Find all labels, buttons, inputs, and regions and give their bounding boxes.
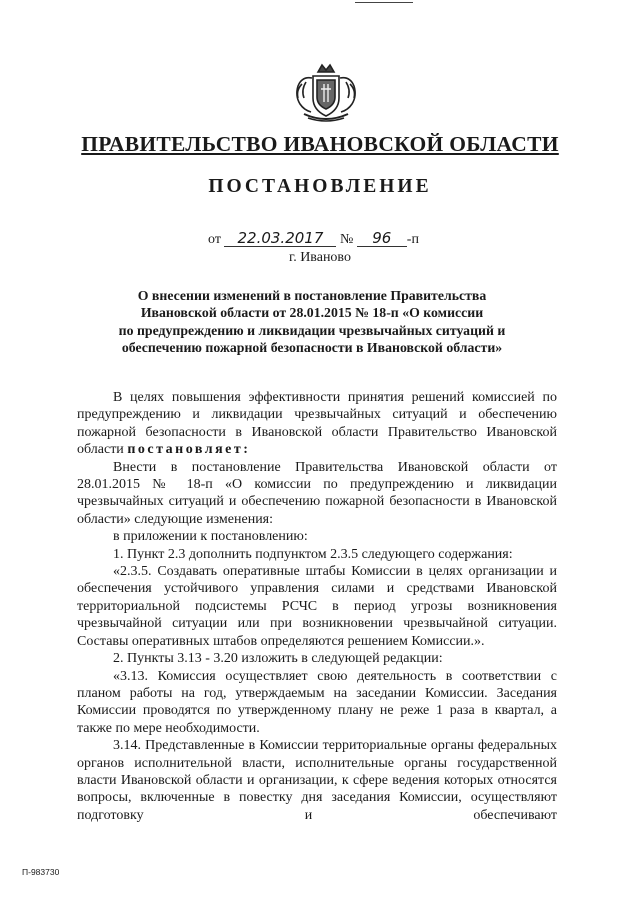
number-sign: №	[339, 232, 354, 247]
document-type: ПОСТАНОВЛЕНИЕ	[208, 176, 432, 197]
title-line: по предупреждению и ликвидации чрезвычайных ситуаций и	[118, 322, 506, 338]
paragraph-3-13: «3.13. Комиссия осуществляет свою деятельность в соответствии с планом работы на год, утверждаемым на заседании Комиссии. Заседания Комиссии проводятся по утвержденному плану не реже 1 раза в квартал, а также по мере необходимости.	[77, 668, 557, 736]
date-number-line	[208, 230, 419, 248]
paragraph-preamble	[77, 389, 557, 459]
number-value: 96	[357, 230, 407, 247]
footer-code: П-983730	[22, 867, 60, 877]
decree-word: постановляет:	[127, 442, 251, 458]
number-suffix: -п	[406, 232, 419, 247]
title-line: Ивановской области от 28.01.2015 № 18-п «О комиссии	[140, 305, 484, 321]
paragraph-item-2: 2. Пункты 3.13 - 3.20 изложить в следующей редакции:	[113, 651, 443, 667]
title-line: О внесении изменений в постановление Правительства	[137, 288, 487, 303]
paragraph-3-14: 3.14. Представленные в Комиссии территориальные органы федеральных органов исполнительной власти, исполнительные органы государственной власти Ивановской области и организации, к сфере ведения которых относятся вопросы, включенные в повестку дня заседания Комиссии, осуществляют подготовку и обеспечивают	[77, 738, 557, 823]
preamble-text: В целях повышения эффективности принятия решений комиссией по предупреждению и ликвидации чрезвычайных ситуаций и обеспечению пожарной безопасности в Ивановской области Правительство Ивановской области	[77, 390, 557, 458]
organization-title: ПРАВИТЕЛЬСТВО ИВАНОВСКОЙ ОБЛАСТИ	[81, 132, 559, 156]
title-line: обеспечению пожарной безопасности в Ивановской области»	[121, 339, 503, 355]
paragraph-item-1: 1. Пункт 2.3 дополнить подпунктом 2.3.5 следующего содержания:	[113, 546, 513, 562]
top-rule	[355, 2, 413, 3]
coat-of-arms-emblem	[288, 62, 364, 124]
paragraph-amend: Внести в постановление Правительства Ивановской области от 28.01.2015 № 18-п «О комиссии по предупреждению и ликвидации чрезвычайных ситуаций и обеспечению пожарной безопасности в Ивановской области» следующие изменения:	[77, 459, 557, 527]
document-body	[77, 389, 557, 824]
date-value: 22.03.2017	[224, 230, 336, 247]
city: г. Иваново	[289, 250, 351, 265]
paragraph-2-3-5: «2.3.5. Создавать оперативные штабы Комиссии в целях организации и обеспечения устойчивого управления силами и средствами Ивановской территориальной подсистемы РСЧС в период угрозы возникновения чрезвычайной ситуации или при возникновении чрезвычайной ситуации. Составы оперативных штабов определяются решением Комиссии.».	[77, 564, 557, 649]
paragraph-annex: в приложении к постановлению:	[113, 529, 308, 545]
date-prefix: от	[208, 232, 221, 247]
document-title	[92, 287, 532, 356]
